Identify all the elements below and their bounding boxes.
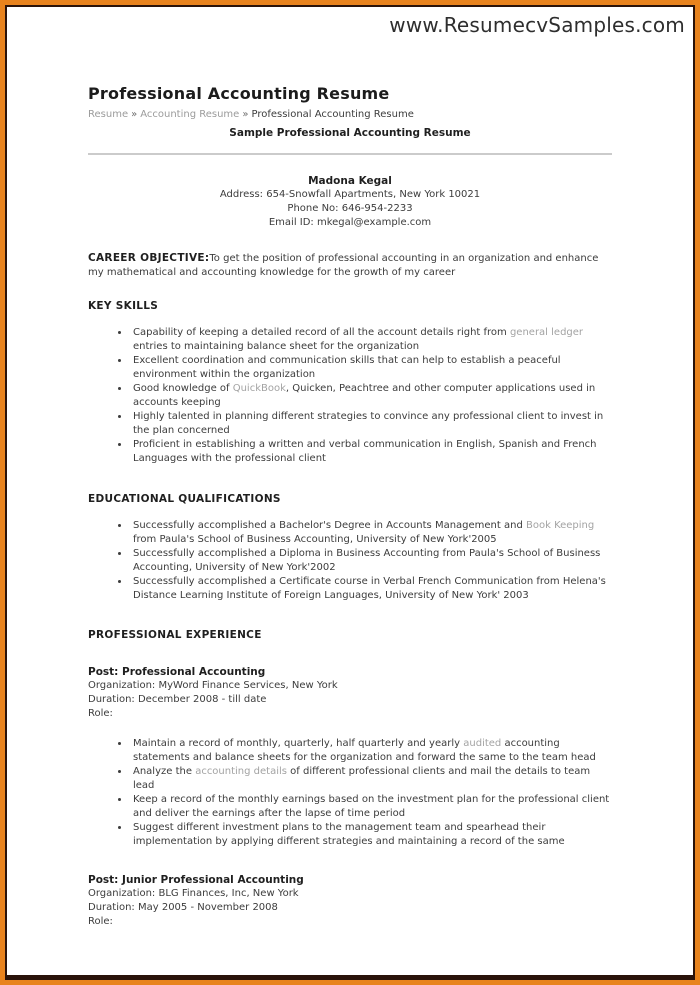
text-segment: Analyze the [133, 766, 196, 777]
education-list [88, 519, 612, 603]
job-organization: Organization: BLG Finances, Inc, New York [88, 888, 299, 899]
breadcrumb-separator: » [242, 109, 249, 120]
list-item [130, 765, 612, 793]
job-duration: Duration: May 2005 - November 2008 [88, 902, 278, 913]
text-segment: Capability of keeping a detailed record of all the account details right from [133, 327, 510, 338]
divider [88, 153, 612, 155]
career-objective-text: To get the position of professional accounting in an organization and enhance my mathematical and accounting knowledge for the growth of my career [88, 253, 599, 278]
text-segment: Good knowledge of [133, 383, 233, 394]
job-role-label: Role: [88, 708, 113, 719]
section-heading-key-skills: KEY SKILLS [88, 300, 159, 312]
list-item [130, 354, 612, 382]
section-heading-education: EDUCATIONAL QUALIFICATIONS [88, 493, 281, 505]
list-item [130, 438, 612, 466]
key-skills-list [88, 326, 612, 466]
job-post: Post: Junior Professional Accounting [88, 874, 304, 886]
list-item [130, 547, 612, 575]
contact-address: Address: 654-Snowfall Apartments, New York 10021 [219, 189, 481, 200]
breadcrumb-separator: » [131, 109, 138, 120]
inline-link[interactable]: accounting details [195, 766, 287, 777]
contact-email: Email ID: mkegal@example.com [268, 217, 432, 228]
job-entry [88, 873, 612, 929]
list-item [130, 519, 612, 547]
breadcrumb-link-accounting-resume[interactable]: Accounting Resume [140, 109, 240, 120]
site-name: www.ResumecvSamples.com [389, 13, 685, 37]
text-segment: from Paula's School of Business Accounting, University of New York'2005 [133, 534, 497, 545]
list-item [130, 326, 612, 354]
text-segment: Successfully accomplished a Certificate course in Verbal French Communication from Helena's Distance Learning Institute of Foreign Languages, University of New York' 2003 [133, 576, 606, 601]
list-item [130, 737, 612, 765]
page-inner [5, 5, 695, 980]
job-organization: Organization: MyWord Finance Services, New York [88, 680, 338, 691]
section-heading-experience: PROFESSIONAL EXPERIENCE [88, 629, 262, 641]
inline-link[interactable]: Book Keeping [526, 520, 595, 531]
list-item [130, 821, 612, 849]
list-item [130, 410, 612, 438]
contact-phone: Phone No: 646-954-2233 [287, 203, 413, 214]
contact-name: Madona Kegal [308, 175, 392, 187]
job-duration: Duration: December 2008 - till date [88, 694, 267, 705]
page-title: Professional Accounting Resume [88, 84, 390, 103]
contact-block [88, 174, 612, 230]
text-segment: Highly talented in planning different strategies to convince any professional client to invest in the plan concerned [133, 411, 604, 436]
list-item [130, 793, 612, 821]
page-subtitle: Sample Professional Accounting Resume [229, 127, 471, 139]
job-role-label: Role: [88, 916, 113, 927]
list-item [130, 382, 612, 410]
inline-link[interactable]: general ledger [509, 327, 584, 338]
text-segment: Successfully accomplished a Bachelor's Degree in Accounts Management and [133, 520, 526, 531]
inline-link[interactable]: audited [463, 738, 502, 749]
list-item [130, 575, 612, 603]
text-segment: Maintain a record of monthly, quarterly, half quarterly and yearly [133, 738, 464, 749]
text-segment: accounting statements and balance sheets for the organization and forward the same to the team head [133, 738, 596, 763]
career-objective-heading: CAREER OBJECTIVE: [88, 252, 210, 264]
page-content [88, 84, 612, 929]
text-segment: Successfully accomplished a Diploma in Business Accounting from Paula's School of Business Accounting, University of New York'2002 [133, 548, 601, 573]
text-segment: , Quicken, Peachtree and other computer applications used in accounts keeping [133, 383, 596, 408]
job-post: Post: Professional Accounting [88, 666, 266, 678]
text-segment: Proficient in establishing a written and verbal communication in English, Spanish and French Languages with the professional client [133, 439, 597, 464]
text-segment: Keep a record of the monthly earnings based on the investment plan for the professional client and deliver the earnings after the lapse of time period [133, 794, 610, 819]
job-entry [88, 665, 612, 849]
breadcrumb-current: Professional Accounting Resume [251, 109, 414, 120]
job-duties-list [88, 737, 612, 849]
text-segment: entries to maintaining balance sheet for the organization [133, 341, 420, 352]
text-segment: Suggest different investment plans to the management team and spearhead their implementation by applying different strategies and maintaining a record of the same [133, 822, 565, 847]
inline-link[interactable]: QuickBook [232, 383, 286, 394]
career-objective [88, 251, 612, 280]
text-segment: of different professional clients and mail the details to team lead [133, 766, 591, 791]
breadcrumb [88, 108, 612, 122]
breadcrumb-link-resume[interactable]: Resume [88, 109, 129, 120]
text-segment: Excellent coordination and communication skills that can help to establish a peaceful environment within the organization [133, 355, 561, 380]
